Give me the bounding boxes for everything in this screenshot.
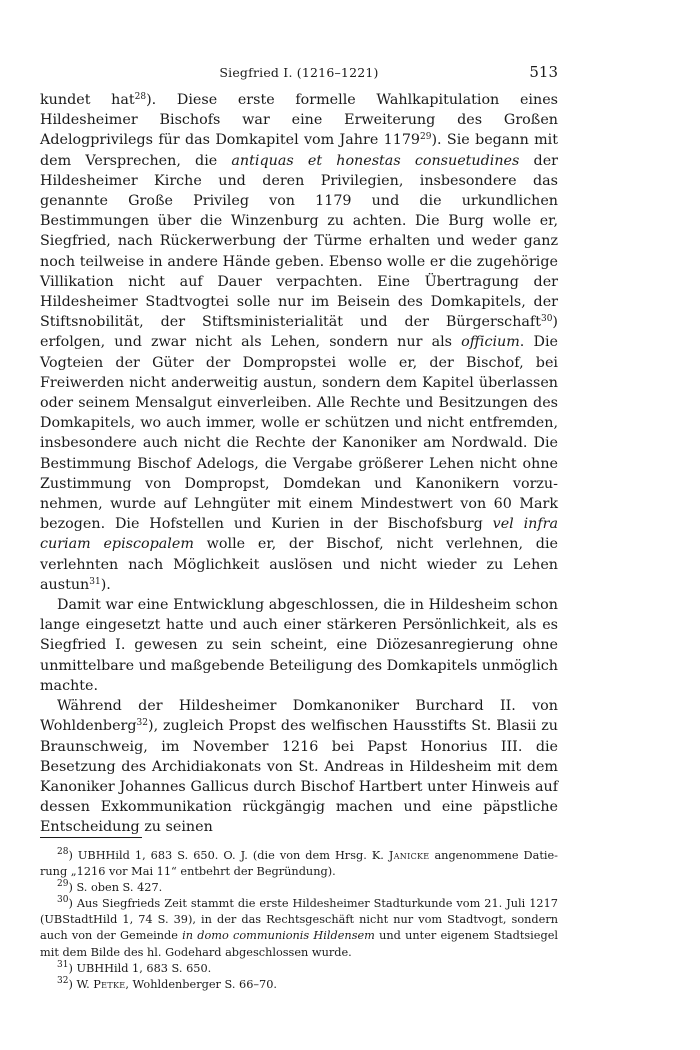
footnote-rule <box>40 837 142 838</box>
italic-text: officium <box>461 334 520 351</box>
text-run: ). Diese erste formelle Wahlkapitulation eines Hildesheimer Bischofs war eine Erweiterung des Großen Adelogprivilegs für das Domkapitel vom Jahre 1179 <box>40 92 558 149</box>
footnote <box>40 848 558 880</box>
text-run: der Hildesheimer Kirche und deren Privilegien, insbesondere das genannte Große Privileg von 1179 und die urkundlichen Bestimmungen über die Winzenburg zu achten. Die Burg wolle er, Siegfried, nach Rückerwerbung der Türme erhalten und weder ganz noch teilweise in andere Hände geben. Ebenso wolle er die zugehörige Villikation nicht auf Dauer verpachten. Eine Übertragung der Hildesheimer Stadtvogtei solle nur im Beisein des Domkapitels, der Stiftsnobilität, der Stiftsministerialität und der Bürgerschaft <box>40 152 558 331</box>
paragraph <box>40 90 558 595</box>
body-text <box>40 90 558 838</box>
author-name: Janicke <box>388 849 430 862</box>
italic-text: antiquas et honestas consuetudines <box>231 152 520 169</box>
text-run: ). <box>100 576 111 593</box>
text-run: , Wohldenberger S. 66–70. <box>125 977 278 991</box>
footnote-ref: 28 <box>57 847 69 857</box>
footnote <box>40 880 558 896</box>
footnote <box>40 961 558 977</box>
text-run: Damit war eine Entwicklung abgeschlossen, die in Hildesheim schon lange eingesetzt hatte und auch einer stärkeren Persönlichkeit, als es Siegfried I. gewesen zu sein scheint, eine Diözesanregierung ohne unmittelbare und maßgebende Beteiligung des Domkapitels unmöglich machte. <box>40 597 558 694</box>
footnote-ref: 29 <box>57 879 69 890</box>
running-title: Siegfried I. (1216–1221) <box>219 65 379 80</box>
text-run: ). Sie begann mit dem Versprechen, die <box>40 132 558 169</box>
italic-text: in domo communionis Hildensem <box>182 929 375 943</box>
text-run: . Die Vogteien der Güter der Dompropstei wolle er, der Bischof, bei Freiwerden nicht anderweitig austun, sondern dem Kapitel überlassen oder seinem Mensalgut einverleiben. Alle Rechte und Besitzungen des Domkapitels, wo auch immer, wolle er schützen und nicht entfremden, insbesondere auch nicht die Rechte der Kanoniker am Nordwald. Die Bestimmung Bischof Adelogs, die Vergabe größerer Lehen nicht ohne Zustimmung von Dompropst, Domdekan und Kanonikern vorzunehmen, wurde auf Lehngüter mit einem Mindestwert von 60 Mark bezogen. Die Hofstellen und Kurien in der Bischofsburg <box>40 334 558 533</box>
text-run: ) UBHHild 1, 683 S. 650. <box>68 961 212 975</box>
paragraph <box>40 595 558 696</box>
paragraph <box>40 696 558 837</box>
author-name: Petke <box>93 977 126 991</box>
footnote-ref: 32 <box>136 718 148 729</box>
footnote-ref: 31 <box>57 959 69 970</box>
text-run: ) erfolgen, und zwar nicht als Lehen, sondern nur als <box>40 314 558 351</box>
running-head <box>40 63 558 83</box>
text-run: und unter eigenem Stadtsiegel mit dem Bilde des hl. Godehard abgeschlossen wurde. <box>40 929 559 959</box>
footnote <box>40 896 558 960</box>
text-run: wolle er, der Bischof, nicht verlehnen, die verlehnten nach Möglichkeit auslösen und nicht wieder zu Lehen austun <box>40 536 558 593</box>
text-run: ) S. oben S. 427. <box>68 881 163 895</box>
text-run: ) W. <box>68 977 94 991</box>
text-run: ) UBHHild 1, 683 S. 650. O. J. (die von dem Hrsg. K. <box>68 849 389 862</box>
footnote-ref: 31 <box>89 576 101 587</box>
page-number: 513 <box>529 63 558 81</box>
footnote-ref: 32 <box>57 975 69 986</box>
footnotes <box>40 848 558 993</box>
text-run: Während der Hildesheimer Domkanoniker Burchard II. von Wohldenberg <box>40 698 558 735</box>
text-run: kundet hat <box>40 92 135 108</box>
italic-text: vel infra curiam episcopalem <box>40 516 558 553</box>
text-run: ), zugleich Propst des welfischen Hausstifts St. Blasii zu Braunschweig, im November 1216 bei Papst Honorius III. die Besetzung des Archidiakonats von St. Andreas in Hildesheim mit dem Kanoniker Johannes Gallicus durch Bischof Hartbert unter Hinweis auf dessen Exkommunikation rückgängig machen und eine päpstliche Entscheidung zu seinen <box>40 718 558 836</box>
footnote <box>40 977 558 993</box>
footnote-ref: 28 <box>134 92 147 102</box>
text-run: ) Aus Siegfrieds Zeit stammt die erste Hildesheimer Stadturkunde vom 21. Juli 1217 (UBStadtHild 1, 74 S. 39), in der das Rechtsgeschäft nicht nur vom Stadtvogt, sondern auch von der Gemeinde <box>40 897 558 943</box>
text-run: angenommene Datierung „1216 vor Mai 11“ entbehrt der Begründung). <box>40 849 558 879</box>
footnote-ref: 30 <box>540 314 553 325</box>
footnote-ref: 29 <box>420 132 432 143</box>
footnote-ref: 30 <box>57 895 69 906</box>
